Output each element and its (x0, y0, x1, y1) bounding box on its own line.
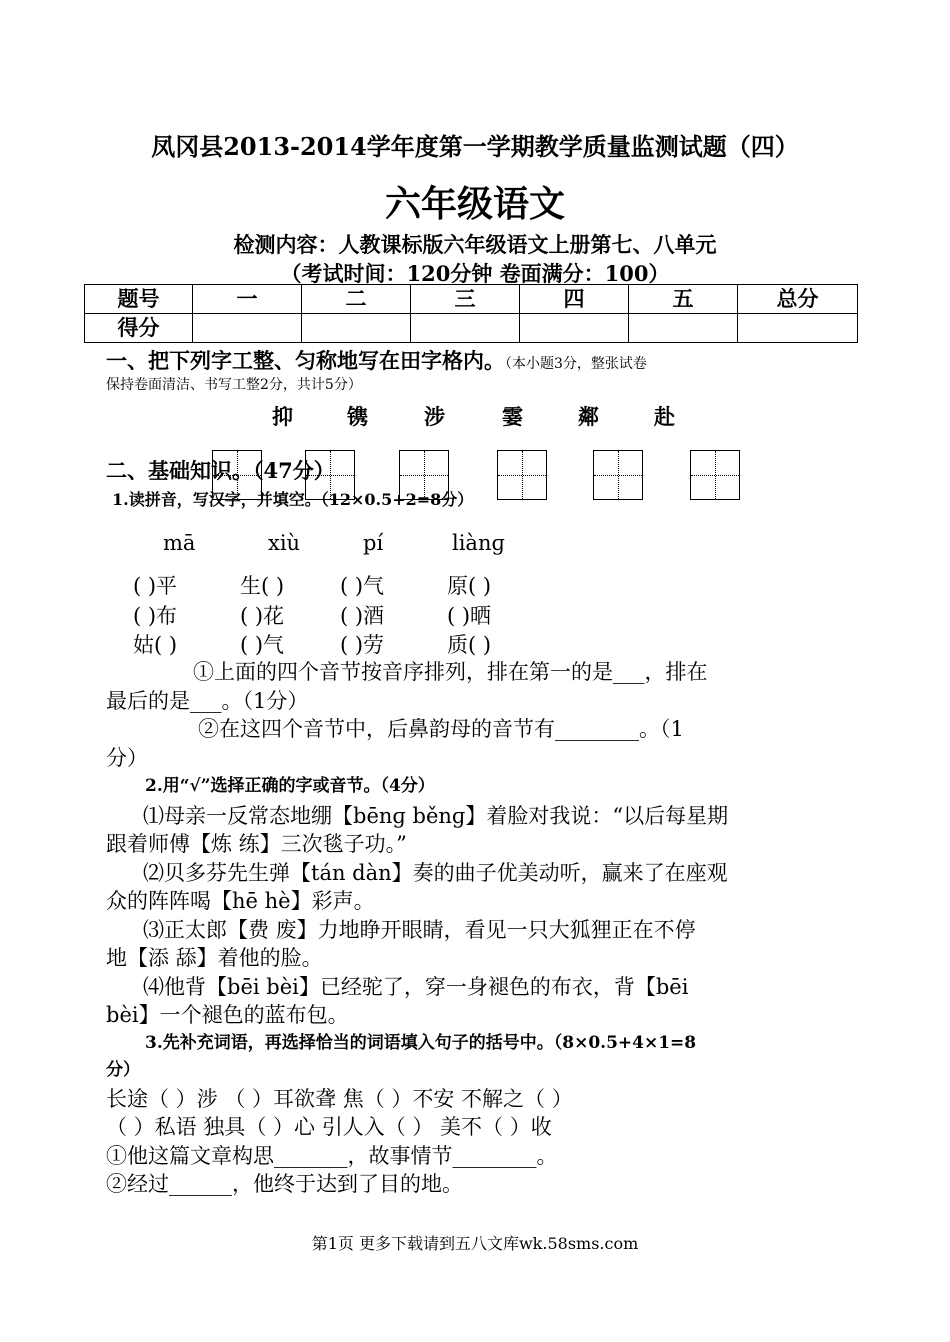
score-table-score-row (85, 314, 858, 343)
score-blank-cell[interactable] (411, 314, 520, 343)
score-cell: 五 (629, 285, 738, 314)
tianzige-grid[interactable] (305, 450, 355, 500)
tianzige-grid[interactable] (399, 450, 449, 500)
practice-characters (0, 401, 950, 431)
section2-heading: 二、基础知识。（47分） (106, 458, 335, 483)
q1-title: 1.读拼音，写汉字，并填空。（12×0.5+2=8分） (112, 490, 474, 509)
fill-blank-word: 原( ) (447, 574, 492, 598)
fill-blank-word: ( )劳 (340, 633, 385, 657)
q2-line: bèi】一个褪色的蓝布包。 (106, 1003, 349, 1027)
fill-blank-word: ( )平 (133, 574, 178, 598)
fill-blank-word: ( )布 (133, 604, 178, 628)
practice-char: 鄰 (578, 404, 599, 429)
q2-line: ⑵贝多芬先生弹【tán dàn】奏的曲子优美动听，赢来了在座观 (143, 861, 728, 885)
q2-line: ⑶正太郎【费 废】力地睁开眼睛，看见一只大狐狸正在不停 (143, 918, 696, 942)
tianzige-grid[interactable] (593, 450, 643, 500)
score-cell: 三 (411, 285, 520, 314)
section1-note: （本小题3分，整张试卷 (505, 356, 647, 372)
score-table-header-row (85, 285, 858, 314)
section1-heading: 一、把下列字工整、匀称地写在田字格内。（本小题3分，整张试卷 (106, 348, 647, 373)
score-cell: 四 (520, 285, 629, 314)
test-content-line: 检测内容：人教课标版六年级语文上册第七、八单元 (233, 232, 717, 257)
pinyin-syllable: xiù (268, 531, 301, 555)
fill-blank-word: ( )酒 (340, 604, 385, 628)
section1-note-cont: 保持卷面清洁、书写工整2分，共计5分） (106, 377, 362, 393)
q3-sentence: ②经过______，他终于达到了目的地。 (106, 1172, 463, 1196)
score-blank-cell[interactable] (193, 314, 302, 343)
page-footer: 第1页 更多下载请到五八文库wk.58sms.com (311, 1234, 639, 1253)
subject-title: 六年级语文 (384, 183, 565, 225)
score-cell: 总分 (738, 285, 858, 314)
q3-title: 3.先补充词语，再选择恰当的词语填入句子的括号中。（8×0.5+4×1=8 (145, 1033, 697, 1053)
pinyin-syllable: pí (363, 531, 384, 555)
q1-subquestion-1: ①上面的四个音节按音序排列，排在第一的是___，排在 (193, 660, 708, 684)
score-blank-cell[interactable] (629, 314, 738, 343)
q1-subquestion-2: ②在这四个音节中，后鼻韵母的音节有________。（1 (198, 717, 684, 741)
score-table (84, 284, 858, 343)
q2-line: 地【添 舔】着他的脸。 (106, 946, 323, 970)
tianzige-grid[interactable] (497, 450, 547, 500)
fill-blank-word: 质( ) (447, 633, 492, 657)
q2-line: 跟着师傅【炼 练】三次毯子功。” (106, 832, 407, 856)
score-cell: 二 (302, 285, 411, 314)
q2-line: ⑴母亲一反常态地绷【bēnɡ běnɡ】着脸对我说：“以后每星期 (143, 804, 729, 828)
q2-title: 2.用“√”选择正确的字或音节。（4分） (145, 776, 435, 796)
q3-words-row: 长途（ ）涉 （ ）耳欲聋 焦（ ）不安 不解之（ ） (106, 1087, 573, 1111)
q3-words-row: （ ）私语 独具（ ）心 引人入（ ） 美不（ ）收 (106, 1115, 552, 1139)
q3-title-cont: 分） (106, 1060, 140, 1080)
score-blank-cell[interactable] (520, 314, 629, 343)
q1-subquestion-1-cont: 最后的是___。（1分） (106, 689, 309, 713)
pinyin-syllable: mā (163, 531, 196, 555)
q2-line: 众的阵阵喝【hē hè】彩声。 (106, 889, 375, 913)
fill-blank-word: ( )花 (240, 604, 285, 628)
practice-char: 霎 (502, 404, 523, 429)
fill-blank-word: ( )气 (340, 574, 385, 598)
score-cell: 题号 (85, 285, 193, 314)
fill-blank-word: 生( ) (240, 574, 285, 598)
score-cell: 一 (193, 285, 302, 314)
practice-char: 涉 (424, 404, 445, 429)
score-blank-cell[interactable] (302, 314, 411, 343)
practice-char: 赴 (654, 404, 675, 429)
exam-time-line: （考试时间：120分钟 卷面满分：100） (280, 261, 670, 286)
score-cell: 得分 (85, 314, 193, 343)
fill-blank-word: ( )气 (240, 633, 285, 657)
fill-blank-word: ( )晒 (447, 604, 492, 628)
q2-line: ⑷他背【bēi bèi】已经驼了，穿一身褪色的布衣，背【bēi (143, 975, 689, 999)
exam-title: 凤冈县2013-2014学年度第一学期教学质量监测试题（四） (151, 132, 799, 161)
q1-subquestion-2-cont: 分） (106, 746, 148, 770)
practice-char: 镌 (347, 404, 368, 429)
tianzige-grid[interactable] (212, 450, 262, 500)
pinyin-syllable: liànɡ (452, 531, 505, 555)
score-blank-cell[interactable] (738, 314, 858, 343)
fill-blank-word: 姑( ) (133, 633, 178, 657)
q3-sentence: ①他这篇文章构思_______，故事情节________。 (106, 1144, 558, 1168)
practice-char: 抑 (272, 404, 293, 429)
tianzige-grid[interactable] (690, 450, 740, 500)
